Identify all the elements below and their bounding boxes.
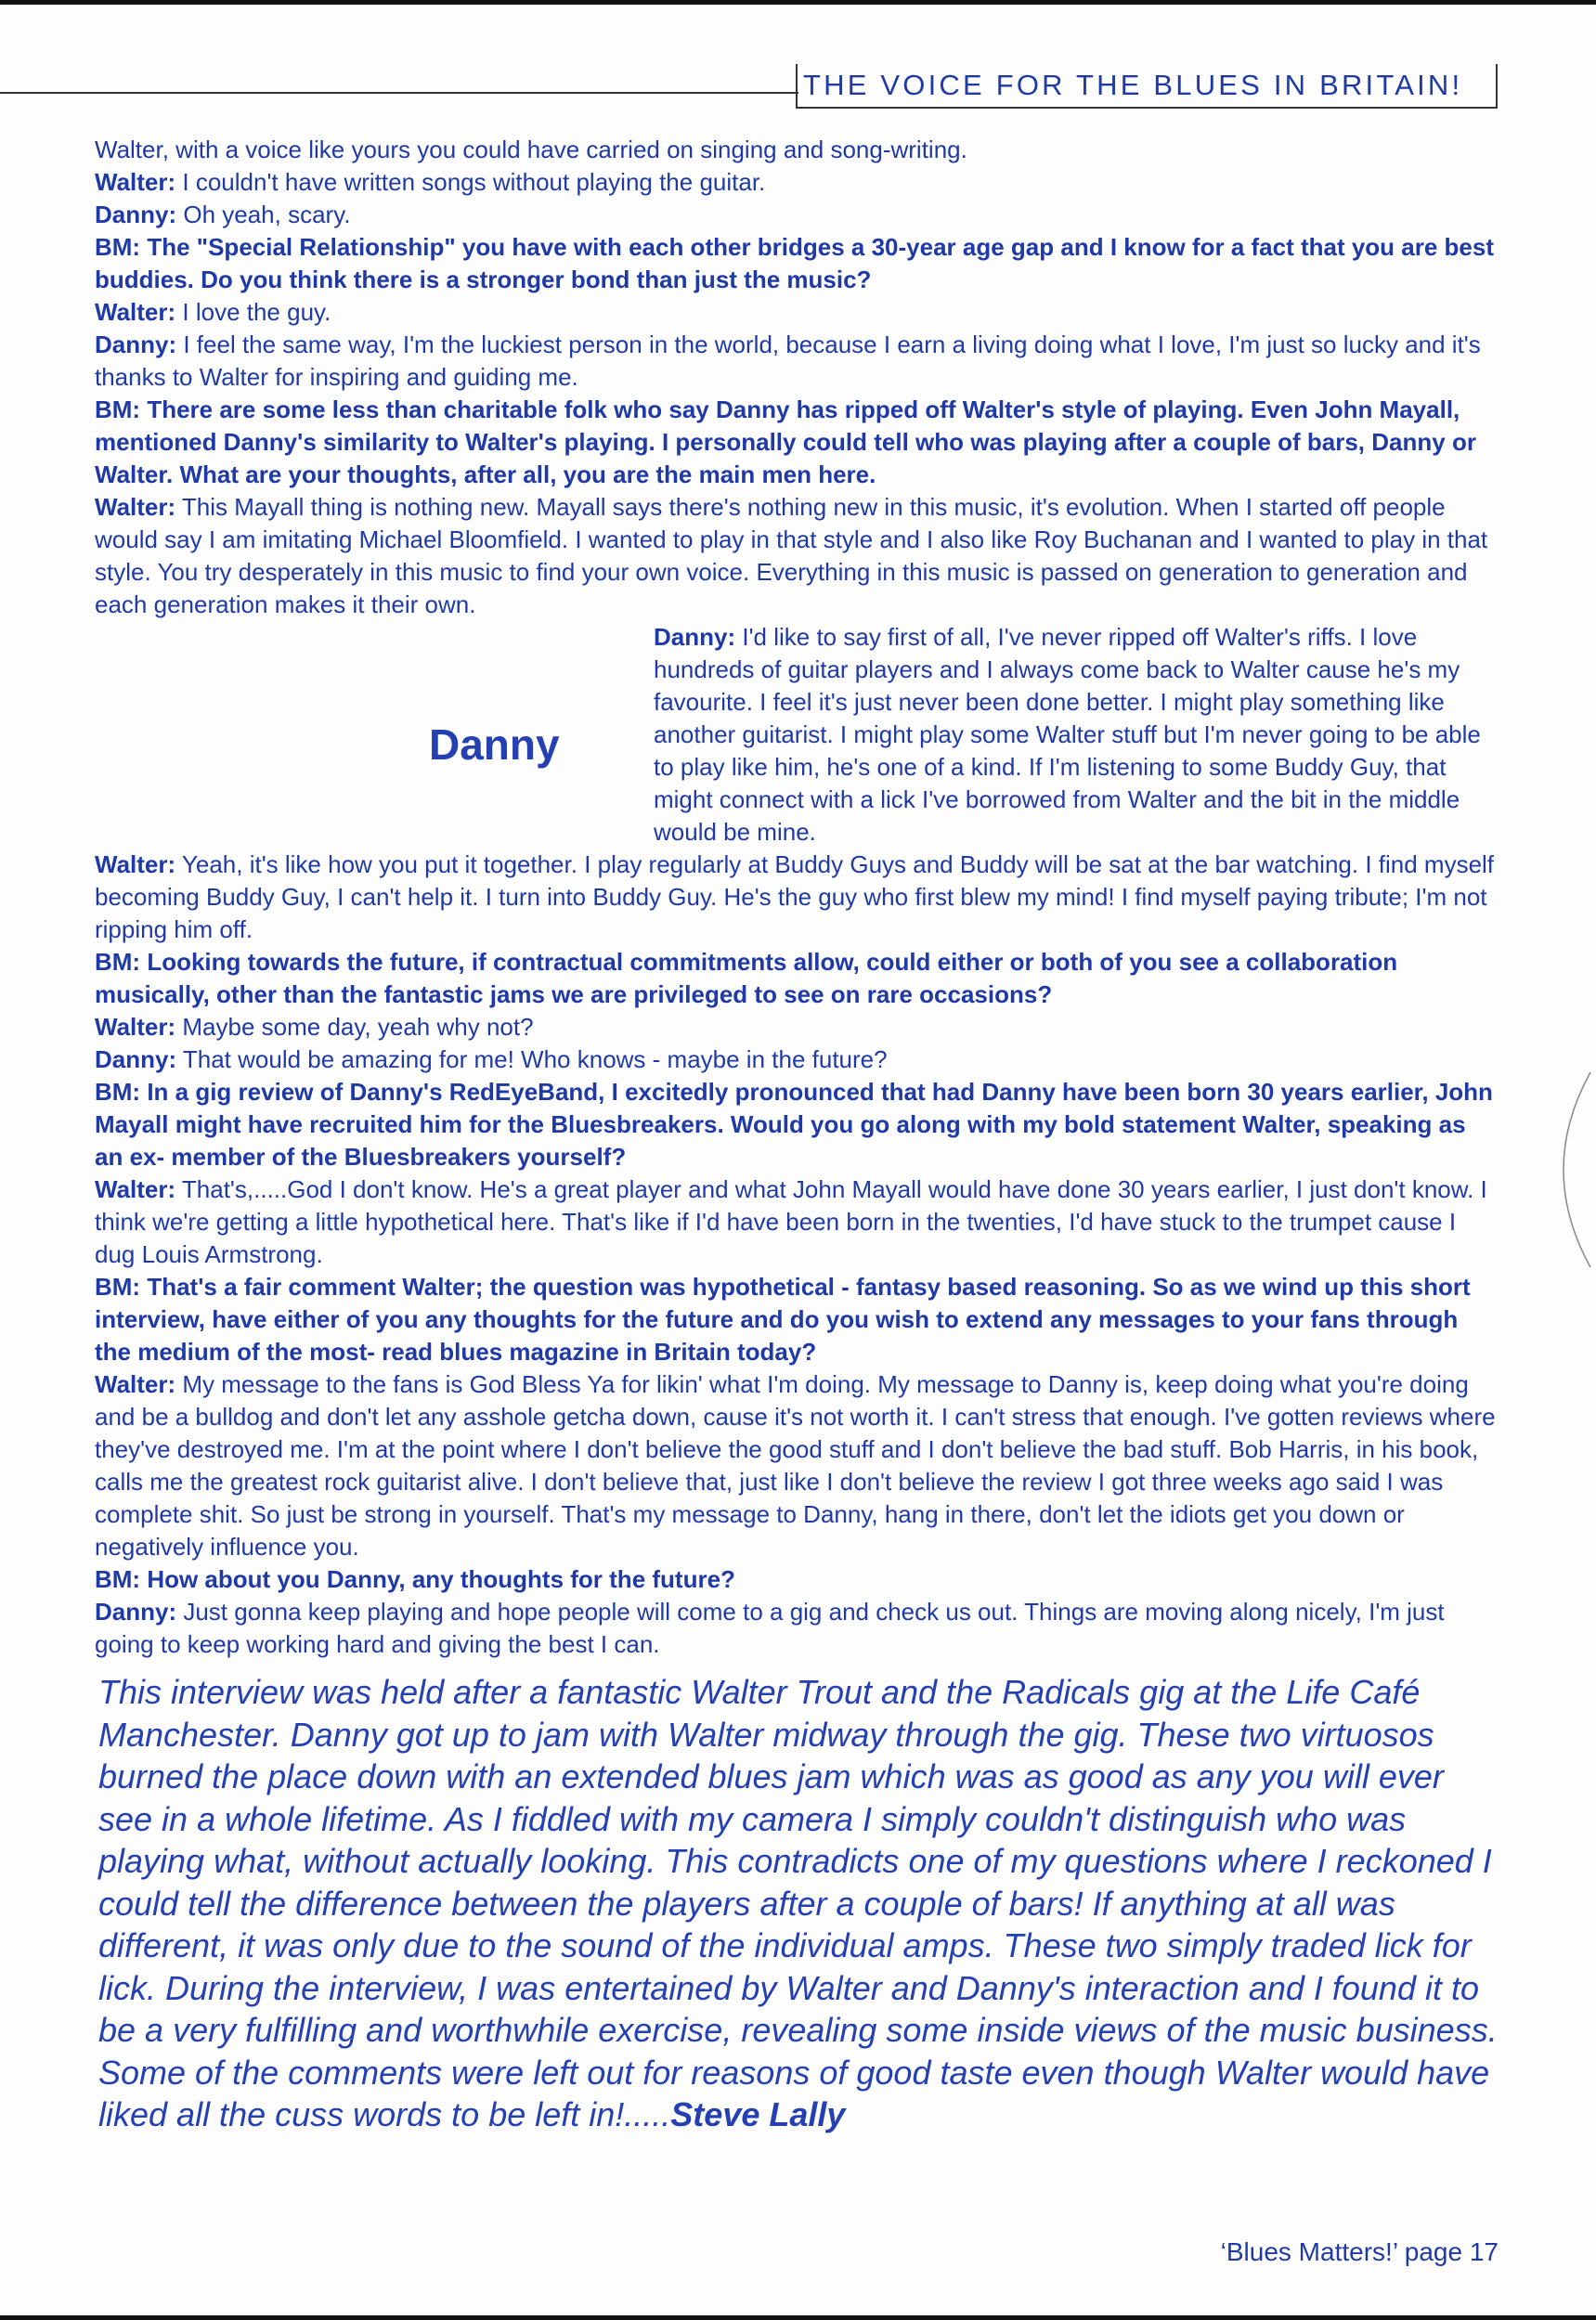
paragraph-text: This Mayall thing is nothing new. Mayall says there's nothing new in this music, it's evolution. When I started off people would say I am imitating Michael Bloomfield. I wanted to play in that style and I also like Roy Buchanan and I wanted to play in that style. You try desperately in this music to find your own voice. Everything in this music is passed on generation to generation and each generation makes it their own. xyxy=(95,493,1488,618)
paragraph xyxy=(95,329,1497,394)
paragraph-text: Walter, with a voice like yours you could have carried on singing and song-writing. xyxy=(95,136,967,163)
margin-arc-decoration xyxy=(1537,1068,1592,1272)
interview-body xyxy=(95,134,1497,1661)
paragraph-text: Just gonna keep playing and hope people will come to a gig and check us out. Things are moving along nicely, I'm just going to keep working hard and giving the best I can. xyxy=(95,1598,1445,1658)
paragraph-text: Maybe some day, yeah why not? xyxy=(175,1013,534,1041)
paragraph xyxy=(95,166,1497,199)
closing-text: This interview was held after a fantastic Walter Trout and the Radicals gig at the Life Café Manchester. Danny got up to jam with Walter midway through the gig. These two virtuosos burned the place down with an extended blues jam which was as good as any you will ever see in a whole lifetime. As I fiddled with my camera I simply couldn't distinguish who was playing what, without actually looking. This contradicts one of my questions where I reckoned I could tell the difference between the players after a couple of bars! If anything at all was different, it was only due to the sound of the individual amps. These two simply traded lick for lick. During the interview, I was entertained by Walter and Danny's interaction and I found it to be a very fulfilling and worthwhile exercise, revealing some inside views of the music business. Some of the comments were left out for reasons of good taste even though Walter would have liked all the cuss words to be left in!..... xyxy=(98,1673,1498,2133)
speaker: BM: xyxy=(95,1273,141,1301)
question-text: There are some less than charitable folk who say Danny has ripped off Walter's style of playing. Even John Mayall, mentioned Danny's similarity to Walter's playing. I personally could tell who was playing after a couple of bars, Danny or Walter. What are your thoughts, after all, you are the main men here. xyxy=(95,395,1476,488)
paragraph xyxy=(95,1173,1497,1271)
speaker: Walter: xyxy=(95,298,176,326)
question-paragraph xyxy=(95,231,1497,296)
header-rule xyxy=(0,92,798,94)
paragraph-text: My message to the fans is God Bless Ya for likin' what I'm doing. My message to Danny is, keep doing what you're doing and be a bulldog and don't let any asshole getcha down, cause it's not worth it. I can't stress that enough. I've gotten reviews where they've destroyed me. I'm at the point where I don't believe the good stuff and I don't believe the bad stuff. Bob Harris, in his book, calls me the greatest rock guitarist alive. I don't believe that, just like I don't believe the review I got three weeks ago said I was complete shit. So just be strong in yourself. That's my message to Danny, hang in there, don't let the idiots get you down or negatively influence you. xyxy=(95,1370,1496,1561)
question-paragraph xyxy=(95,946,1497,1011)
paragraph xyxy=(95,1011,1497,1043)
speaker: BM: xyxy=(95,233,141,261)
question-text: The "Special Relationship" you have with each other bridges a 30-year age gap and I know for a fact that you are best buddies. Do you think there is a stronger bond than just the music? xyxy=(95,233,1495,293)
paragraph-text: I feel the same way, I'm the luckiest person in the world, because I earn a living doing what I love, I'm just so lucky and it's thanks to Walter for inspiring and guiding me. xyxy=(95,331,1481,391)
speaker: Walter: xyxy=(95,1013,176,1041)
speaker: BM: xyxy=(95,948,141,976)
author-name: Steve Lally xyxy=(670,2095,846,2133)
question-text: That's a fair comment Walter; the question was hypothetical - fantasy based reasoning. So as we wind up this short interview, have either of you any thoughts for the future and do you wish to extend any messages to your fans through the medium of the most- read blues magazine in Britain today? xyxy=(95,1273,1471,1366)
question-text: How about you Danny, any thoughts for the future? xyxy=(140,1565,735,1593)
question-text: In a gig review of Danny's RedEyeBand, I excitedly pronounced that had Danny have been born 30 years earlier, John Mayall might have recruited him for the Bluesbreakers. Would you go along with my bold statement Walter, speaking as an ex- member of the Bluesbreakers yourself? xyxy=(95,1078,1493,1171)
paragraph-text: I'd like to say first of all, I've never ripped off Walter's riffs. I love hundreds of guitar players and I always come back to Walter cause he's my favourite. I feel it's just never been done better. I might play something like another guitarist. I might play some Walter stuff but I'm never going to be able to play like him, he's one of a kind. If I'm listening to some Buddy Guy, that might connect with a lick I've borrowed from Walter and the bit in the middle would be mine. xyxy=(654,623,1481,846)
speaker: BM: xyxy=(95,1078,141,1106)
speaker: Danny: xyxy=(95,201,177,228)
paragraph-text: That would be amazing for me! Who knows - maybe in the future? xyxy=(176,1045,888,1073)
paragraph-text: Oh yeah, scary. xyxy=(176,201,351,228)
paragraph xyxy=(95,491,1497,621)
speaker: Danny: xyxy=(95,1598,177,1626)
top-rule xyxy=(0,0,1596,5)
paragraph xyxy=(95,1368,1497,1563)
paragraph xyxy=(95,1043,1497,1076)
paragraph xyxy=(95,199,1497,231)
question-text: Looking towards the future, if contractual commitments allow, could either or both of you see a collaboration musically, other than the fantastic jams we are privileged to see on rare occasions? xyxy=(95,948,1398,1008)
paragraph xyxy=(95,1596,1497,1661)
speaker: Walter: xyxy=(95,493,176,521)
question-paragraph xyxy=(95,1563,1497,1596)
paragraph xyxy=(95,134,1497,166)
paragraph-text: Yeah, it's like how you put it together. I play regularly at Buddy Guys and Buddy will be sat at the bar watching. I find myself becoming Buddy Guy, I can't help it. I turn into Buddy Guy. He's the guy who first blew my mind! I find myself paying tribute; I'm not ripping him off. xyxy=(95,850,1495,943)
page-header: THE VOICE FOR THE BLUES IN BRITAIN! xyxy=(796,64,1498,109)
speaker: BM: xyxy=(95,1565,141,1593)
speaker: Danny: xyxy=(95,331,177,358)
speaker: BM: xyxy=(95,395,141,423)
question-paragraph xyxy=(95,394,1497,491)
pull-quote-danny: Danny xyxy=(429,720,560,769)
speaker: Walter: xyxy=(95,1175,176,1203)
bottom-rule xyxy=(0,2315,1596,2320)
question-paragraph xyxy=(95,1271,1497,1368)
speaker: Walter: xyxy=(95,1370,176,1398)
question-paragraph xyxy=(95,1076,1497,1173)
speaker: Danny: xyxy=(95,1045,177,1073)
speaker: Walter: xyxy=(95,168,176,196)
pull-quote-area xyxy=(95,621,654,818)
page-footer: ‘Blues Matters!’ page 17 xyxy=(1220,2237,1499,2266)
paragraph xyxy=(95,296,1497,329)
speaker: Walter: xyxy=(95,850,176,878)
paragraph-text: I couldn't have written songs without playing the guitar. xyxy=(175,168,766,196)
speaker: Danny: xyxy=(654,623,736,651)
closing-note xyxy=(98,1671,1500,2136)
paragraph-text: I love the guy. xyxy=(175,298,331,326)
paragraph-text: That's,.....God I don't know. He's a great player and what John Mayall would have done 30 years earlier, I just don't know. I think we're getting a little hypothetical here. That's like if I'd have been born in the twenties, I'd have stuck to the trumpet cause I dug Louis Armstrong. xyxy=(95,1175,1487,1268)
paragraph xyxy=(95,849,1497,946)
